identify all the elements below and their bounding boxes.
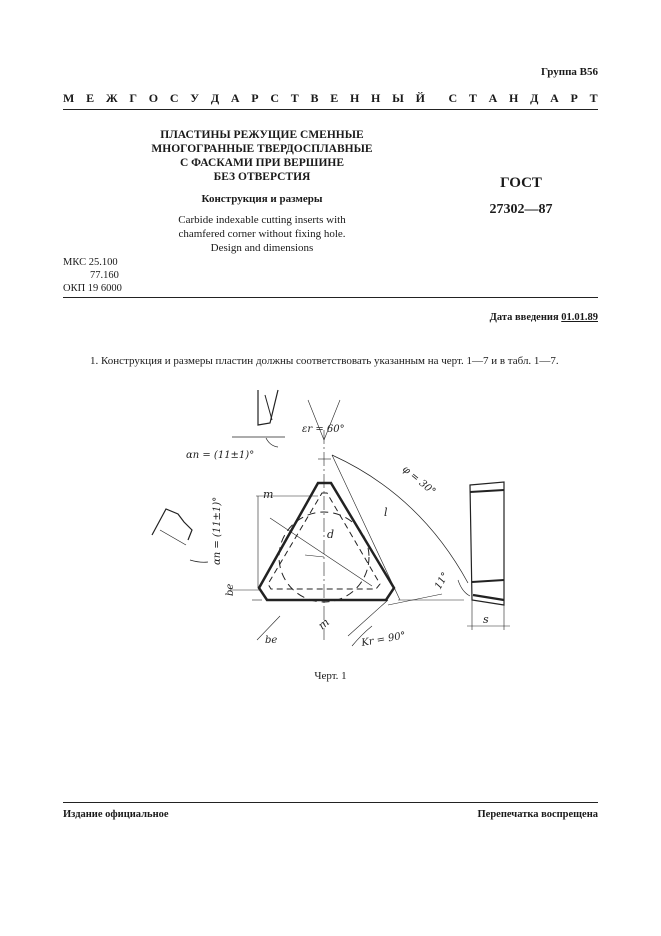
group-label: Группа В56	[540, 66, 598, 78]
heading-letter: М	[63, 91, 75, 105]
english-line-2: chamfered corner without fixing hole.	[178, 228, 346, 240]
heading-letter: А	[488, 91, 498, 105]
standard-type-heading	[63, 91, 598, 106]
heading-letter: О	[148, 91, 159, 105]
heading-letter: Р	[570, 91, 578, 105]
heading-letter: Д	[210, 91, 220, 105]
heading-letter: А	[550, 91, 559, 105]
heading-letter: Н	[349, 91, 360, 105]
label-l: l	[384, 506, 388, 519]
section-view-left	[152, 509, 208, 562]
label-alpha-top: αn = (11±1)°	[186, 450, 255, 461]
heading-letter: С	[270, 91, 279, 105]
code-mks-2: 77.160	[90, 270, 119, 281]
heading-letter: Н	[509, 91, 519, 105]
subtitle: Конструкция и размеры	[201, 193, 323, 205]
label-be-left: be	[225, 583, 236, 596]
label-kappa: Kr = 90°	[360, 630, 407, 649]
label-angle-11: 11°	[433, 570, 452, 592]
footer-official-edition: Издание официальное	[63, 809, 169, 820]
date-label: Дата введения	[489, 312, 559, 323]
gost-label: ГОСТ	[500, 175, 542, 191]
classification-codes	[63, 256, 122, 295]
label-s: s	[483, 613, 489, 626]
technical-drawing	[0, 370, 661, 670]
heading-letter: А	[230, 91, 240, 105]
english-title	[120, 213, 404, 255]
date-value: 01.01.89	[561, 312, 598, 323]
heading-letter: В	[310, 91, 319, 105]
insert-side-view	[458, 482, 510, 630]
title-line-2: МНОГОГРАННЫЕ ТВЕРДОСПЛАВНЫЕ	[151, 143, 373, 155]
label-be-bottom: be	[265, 635, 278, 646]
title-line-4: БЕЗ ОТВЕРСТИЯ	[213, 171, 311, 183]
heading-letter: С	[169, 91, 179, 105]
heading-letter: Т	[468, 91, 477, 105]
paragraph-1: 1. Конструкция и размеры пластин должны соответствовать указанным на черт. 1—7 и в табл. 1—7.	[90, 355, 559, 367]
english-line-3: Design and dimensions	[210, 242, 314, 254]
heading-letter: Т	[290, 91, 299, 105]
heading-letter: Ж	[105, 91, 118, 105]
title-block	[120, 128, 404, 255]
english-line-1: Carbide indexable cutting inserts with	[178, 214, 346, 226]
title-line-1: ПЛАСТИНЫ РЕЖУЩИЕ СМЕННЫЕ	[160, 129, 364, 141]
label-epsilon: εr = 60°	[302, 424, 345, 435]
heading-letter: Ы	[392, 91, 404, 105]
heading-letter: Г	[129, 91, 138, 105]
heading-letter: Е	[330, 91, 339, 105]
divider-rule	[63, 297, 598, 298]
gost-block	[476, 175, 566, 218]
heading-letter: Д	[530, 91, 539, 105]
gost-number: 27302—87	[489, 202, 553, 217]
code-okp: ОКП 19 6000	[63, 283, 122, 294]
footer-reprint-prohibited: Перепечатка воспрещена	[477, 809, 598, 820]
heading-letter: Р	[251, 91, 259, 105]
heading-letter: Н	[371, 91, 381, 105]
label-d: d	[327, 528, 335, 541]
heading-letter: Е	[86, 91, 95, 105]
label-m-bottom: m	[315, 615, 332, 633]
code-mks-1: МКС 25.100	[63, 257, 118, 268]
title-line-3: С ФАСКАМИ ПРИ ВЕРШИНЕ	[179, 157, 345, 169]
heading-letter: У	[190, 91, 200, 105]
section-view-top	[232, 390, 285, 447]
heading-letter: Й	[415, 91, 425, 105]
heading-letter: Т	[589, 91, 598, 105]
effective-date	[490, 312, 598, 323]
label-alpha-left: αn = (11±1)°	[212, 496, 223, 565]
heading-letter: С	[448, 91, 458, 105]
label-m-top: m	[263, 488, 274, 501]
label-phi: φ = 30°	[400, 463, 438, 498]
header-rule	[63, 109, 598, 110]
footer-rule	[63, 802, 598, 803]
figure-caption: Черт. 1	[314, 670, 347, 682]
